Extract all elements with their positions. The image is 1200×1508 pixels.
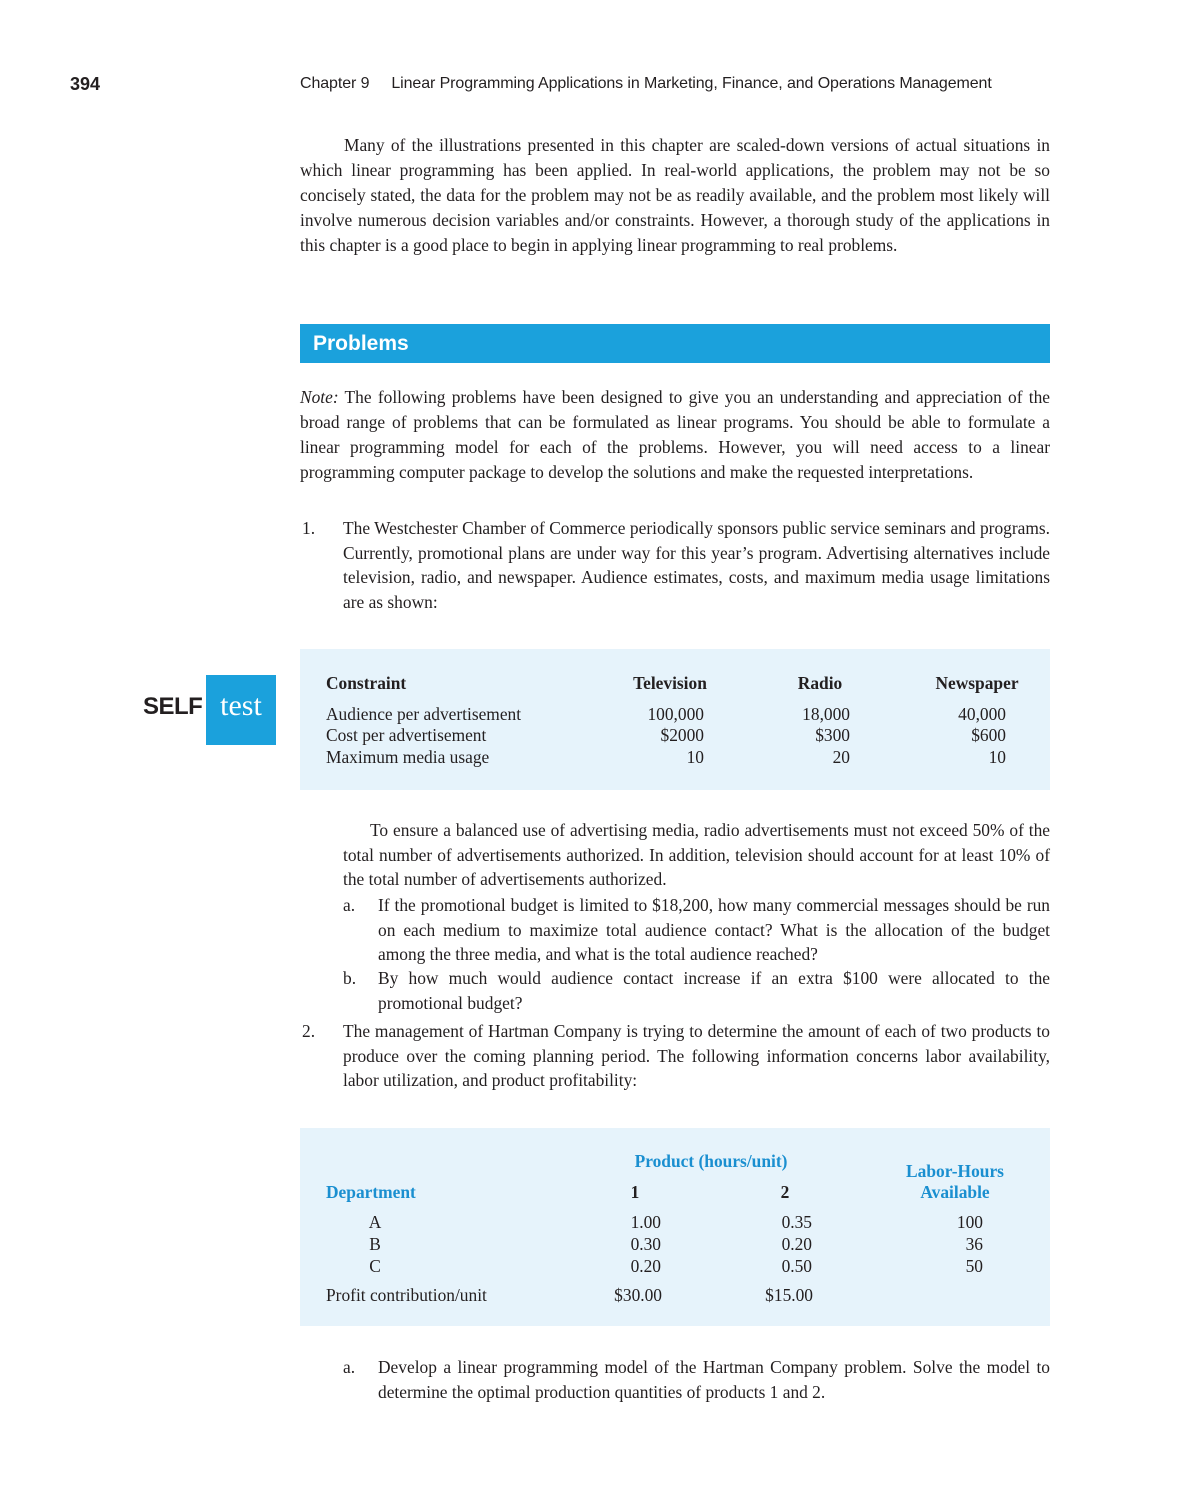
table-cell: A — [368, 1212, 382, 1232]
self-test-test: test — [220, 689, 262, 722]
dept-header: Department — [326, 1182, 416, 1202]
part-label: a. — [343, 1357, 356, 1377]
page-number: 394 — [70, 74, 101, 94]
part-label: a. — [343, 895, 356, 915]
intro-paragraph: Many of the illustrations presented in this chapter are scaled-down versions of actual situations in which linear programming has been applied. In real-world applications, the problem may not be so concisely stated, the data for the problem may not be as readily available, and the problem most likely will involve numerous decision variables and/or constraints. However, a thorough study of the applications in this chapter is a good place to begin in applying linear programming to real problems. — [300, 135, 1050, 255]
part-text: Develop a linear programming model of the Hartman Company problem. Solve the model to determine the optimal production quantities of products 1 and 2. — [378, 1357, 1050, 1402]
section-title: Problems — [300, 324, 1050, 363]
table-cell: 0.30 — [630, 1234, 661, 1254]
problem-text: The management of Hartman Company is trying to determine the amount of each of two products to produce over the coming planning period. The following information concerns labor availability, labor utilization, and product profitability: — [343, 1021, 1050, 1090]
chapter-title: Linear Programming Applications in Marketing, Finance, and Operations Management — [391, 75, 992, 92]
problem-1 — [300, 516, 1050, 614]
table-header: Constraint — [326, 673, 407, 693]
table-cell: B — [369, 1234, 381, 1254]
table-cell: 0.50 — [781, 1256, 812, 1276]
table-header: Radio — [797, 673, 843, 693]
part-label: b. — [343, 968, 357, 988]
profit-product-2: $15.00 — [765, 1285, 813, 1305]
table-cell: $2000 — [660, 725, 704, 745]
table-header: Newspaper — [935, 673, 1019, 693]
self-test-box — [206, 675, 276, 745]
note-paragraph — [300, 385, 1050, 485]
self-test-badge — [140, 675, 276, 745]
part-text: If the promotional budget is limited to $18,200, how many commercial messages should be run on each medium to maximize total audience contact? What is the allocation of the budget among the three media, and what is the total audience reached? — [378, 895, 1050, 964]
problem-number: 2. — [302, 1021, 316, 1041]
profit-label: Profit contribution/unit — [326, 1285, 487, 1305]
table-cell: 10 — [686, 747, 704, 767]
table-cell: 100 — [956, 1212, 983, 1232]
problem-text: The Westchester Chamber of Commerce periodically sponsors public service seminars and programs. Currently, promotional plans are under way for this year’s program. Advertising alternatives include television, radio, and newspaper. Audience estimates, costs, and maximum media usage limitations are as shown: — [343, 518, 1050, 612]
table-cell: 1.00 — [630, 1212, 661, 1232]
chapter-label: Chapter 9 — [300, 75, 370, 92]
table-cell: 0.20 — [630, 1256, 661, 1276]
media-table — [300, 649, 1050, 790]
self-test-self: SELF — [143, 693, 203, 720]
table-cell: $600 — [971, 725, 1006, 745]
labor-header: Labor-Hours — [906, 1161, 1004, 1181]
product-2-header: 2 — [780, 1182, 790, 1202]
table-cell: 40,000 — [958, 704, 1006, 724]
problem-1-continuation — [343, 818, 1050, 892]
note-label: Note: — [300, 387, 339, 407]
table-cell: 0.20 — [781, 1234, 812, 1254]
table-cell: 50 — [965, 1256, 983, 1276]
table-cell: 10 — [988, 747, 1006, 767]
table-cell: C — [369, 1256, 381, 1276]
continuation-text: To ensure a balanced use of advertising media, radio advertisements must not exceed 50% of the total number of advertisements authorized. In addition, television should account for at least 10% of the total number of advertisements authorized. — [343, 820, 1050, 889]
product-1-header: 1 — [630, 1182, 640, 1202]
note-text: The following problems have been designed to give you an understanding and appreciation of the broad range of problems that can be formulated as linear programs. You should be able to formulate a linear programming model for each of the problems. However, you will need access to a linear programming computer package to develop the solutions and make the requested interpretations. — [300, 387, 1050, 482]
available-header: Available — [920, 1182, 990, 1202]
table-cell: Cost per advertisement — [326, 725, 487, 745]
table-cell: Audience per advertisement — [326, 704, 522, 724]
problem-1-part-a — [343, 893, 1050, 967]
table-cell: 18,000 — [802, 704, 850, 724]
table-cell: Maximum media usage — [326, 747, 490, 767]
table-cell: 20 — [832, 747, 850, 767]
table-cell: 0.35 — [781, 1212, 812, 1232]
table-cell: $300 — [815, 725, 850, 745]
problem-2 — [300, 1019, 1050, 1093]
part-text: By how much would audience contact increase if an extra $100 were allocated to the promotional budget? — [378, 968, 1050, 1013]
problem-2-part-a — [343, 1355, 1050, 1404]
table-header: Television — [633, 673, 707, 693]
table-cell: 100,000 — [647, 704, 704, 724]
running-head — [300, 75, 1060, 93]
problem-1-part-b — [343, 966, 1050, 1015]
table-cell: 36 — [965, 1234, 983, 1254]
profit-product-1: $30.00 — [614, 1285, 662, 1305]
problem-number: 1. — [302, 518, 316, 538]
labor-table — [300, 1128, 1050, 1326]
group-header: Product (hours/unit) — [634, 1151, 788, 1171]
